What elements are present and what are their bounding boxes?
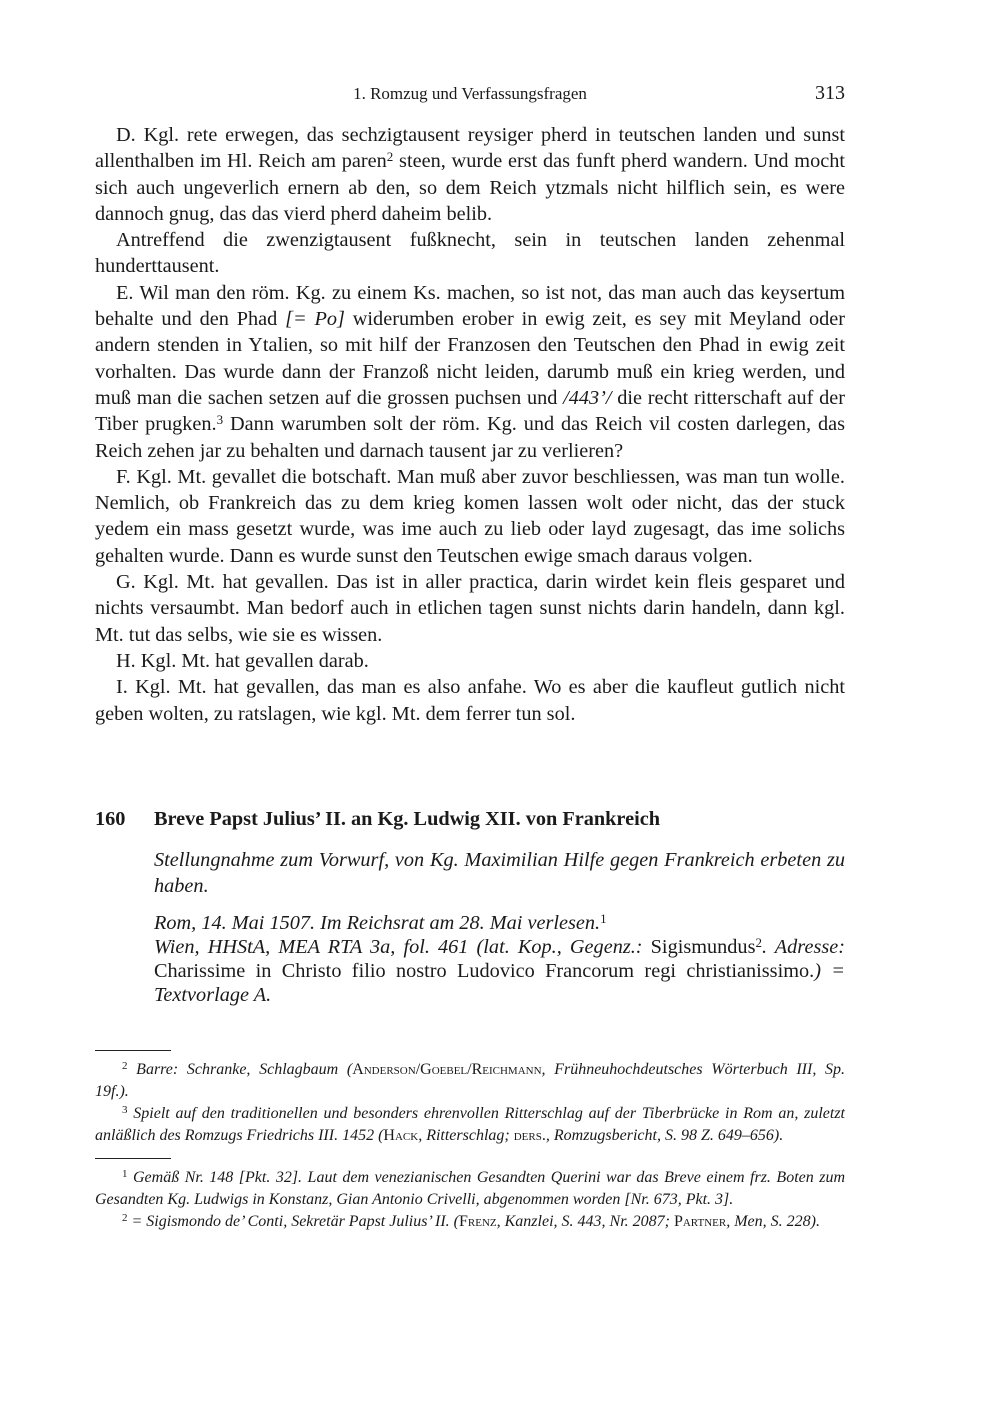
author: Frenz bbox=[459, 1213, 497, 1230]
author: Anderson/Goebel/Reichmann bbox=[352, 1061, 542, 1078]
document-number: 160 bbox=[95, 808, 126, 830]
footnote bbox=[95, 1167, 845, 1211]
footnote-rule bbox=[95, 1158, 171, 1159]
footnotes-document bbox=[95, 1158, 845, 1233]
text: Dann warumben solt der röm. Kg. und das Reich vil costen darlegen, das Reich zehen jar zu behalten und darnach tausent jar zu verlieren? bbox=[95, 413, 845, 462]
author: ders. bbox=[513, 1127, 546, 1144]
footnote bbox=[95, 1059, 845, 1103]
text: Gemäß Nr. 148 [Pkt. 32]. Laut dem venezianischen Gesandten Querini war das Breve einem frz. Boten zum Gesandten Kg. Ludwigs in Konstanz, Gian Antonio Crivelli, abgenommen worden [Nr. 673, Pkt. 3]. bbox=[95, 1169, 846, 1208]
footnote-ref[interactable]: 3 bbox=[216, 412, 224, 428]
address: Charissime in Christo filio nostro Ludovico Francorum regi christianissimo. bbox=[154, 960, 815, 982]
address-label: . Adresse: bbox=[761, 936, 845, 958]
footnote-ref[interactable]: 2 bbox=[755, 935, 762, 950]
page-number: 313 bbox=[815, 82, 845, 104]
document-entry bbox=[95, 808, 845, 1007]
document-summary: Stellungnahme zum Vorwurf, von Kg. Maximilian Hilfe gegen Frankreich erbeten zu haben. bbox=[154, 849, 845, 897]
paragraph-g: G. Kgl. Mt. hat gevallen. Das ist in aller practica, darin wirdet kein fleis gesparet und nichts versaumbt. Man bedorf auch in etlichen tagen sunst nichts darin handeln, dann kgl. Mt. tut das selbs, wie sie es wissen. bbox=[95, 571, 845, 646]
text: , Ritterschlag; bbox=[418, 1127, 514, 1144]
editorial-note: [= Po] bbox=[285, 308, 345, 331]
textvorlage: ) = Textvorlage A. bbox=[154, 960, 845, 1006]
footnote-ref[interactable]: 1 bbox=[600, 911, 607, 926]
footnote-rule bbox=[95, 1050, 171, 1051]
author: Hack bbox=[383, 1127, 419, 1144]
paragraph-d bbox=[95, 122, 845, 227]
text: widerumben erober in ewig zeit, es sey mit Meyland oder andern stenden in Ytalien, so mit hilf der Franzosen den Teutschen den Phad in ewig zeit vorhalten. Das wurde dann der Franzoß nicht leiden, darumb muß ein krieg werden, und muß man die sachen setzen auf die grossen puchsen und bbox=[95, 308, 845, 409]
footnote bbox=[95, 1211, 845, 1233]
countersign: Sigismundus bbox=[650, 936, 756, 958]
paragraph-f: F. Kgl. Mt. gevallet die botschaft. Man muß aber zuvor beschliessen, was man tun wolle. Nemlich, ob Frankreich das zu dem krieg komen lassen wolt oder nicht, das der stuck yedem ein mass gesetzt wurde, was ime auch zu lieb oder layd zugesagt, das ime solichs gehalten wurde. Dann es wurde sunst den Teutschen ewige smach daraus volgen. bbox=[95, 465, 845, 567]
text: , Kanzlei, S. 443, Nr. 2087; bbox=[496, 1213, 674, 1230]
footnote-number: 3 bbox=[122, 1104, 128, 1116]
text: , Romzugsbericht, S. 98 Z. 649–656). bbox=[545, 1127, 784, 1144]
footnote-number: 2 bbox=[122, 1060, 128, 1072]
text: , Men, S. 228). bbox=[726, 1213, 820, 1230]
footnote-ref[interactable]: 2 bbox=[386, 149, 394, 165]
running-title: 1. Romzug und Verfassungsfragen bbox=[353, 84, 587, 103]
paragraph-e bbox=[95, 280, 845, 464]
footnote-number: 1 bbox=[122, 1168, 128, 1180]
text: Spielt auf den traditionellen und besonders ehrenvollen Ritterschlag auf der Tiberbrücke in Rom an, zuletzt anläßlich des Romzugs Friedrichs III. 1452 ( bbox=[95, 1105, 845, 1144]
document-heading bbox=[95, 808, 845, 831]
text: die recht ritterschaft auf der Tiber prugken. bbox=[95, 386, 845, 436]
document-date: Rom, 14. Mai 1507. Im Reichsrat am 28. Mai verlesen. bbox=[154, 912, 601, 934]
text: steen, wurde erst das funft pherd wandern. Und mocht sich auch ungeverlich ernern ab den, so dem Reich ytzmals nicht hilflich sein, es were dannoch gnug, das das vierd pherd daheim belib. bbox=[95, 150, 845, 225]
main-text bbox=[95, 122, 845, 727]
source: Wien, HHStA, MEA RTA 3a, fol. 461 (lat. Kop., Gegenz.: bbox=[154, 936, 651, 958]
paragraph-h: H. Kgl. Mt. hat gevallen darab. bbox=[116, 649, 369, 672]
text: E. Wil man den röm. Kg. zu einem Ks. machen, so ist not, das man auch das keysertum behalte und den Phad bbox=[95, 281, 845, 331]
footnote-number: 2 bbox=[122, 1212, 128, 1224]
author: Partner bbox=[673, 1213, 727, 1230]
text: , Frühneuhochdeutsches Wörterbuch III, Sp. 19f.). bbox=[95, 1061, 845, 1100]
document-title: Breve Papst Julius’ II. an Kg. Ludwig XII. von Frankreich bbox=[154, 808, 660, 830]
text: = Sigismondo de’ Conti, Sekretär Papst Julius’ II. ( bbox=[131, 1213, 459, 1230]
document-meta bbox=[154, 911, 845, 1007]
paragraph: Antreffend die zwenzigtausent fußknecht, sein in teutschen landen zehenmal hunderttausent. bbox=[95, 229, 845, 278]
footnote bbox=[95, 1103, 845, 1147]
text: Barre: Schranke, Schlagbaum ( bbox=[136, 1061, 353, 1078]
folio-marker: /443’/ bbox=[563, 386, 612, 409]
paragraph-i: I. Kgl. Mt. hat gevallen, das man es also anfahe. Wo es aber die kaufleut gutlich nicht geben wolten, zu ratslagen, wie kgl. Mt. dem ferrer tun sol. bbox=[95, 676, 845, 725]
text: D. Kgl. rete erwegen, das sechzigtausent reysiger pherd in teutschen landen und sunst allenthalben im Hl. Reich am paren bbox=[95, 124, 845, 173]
footnotes-text bbox=[95, 1050, 845, 1147]
